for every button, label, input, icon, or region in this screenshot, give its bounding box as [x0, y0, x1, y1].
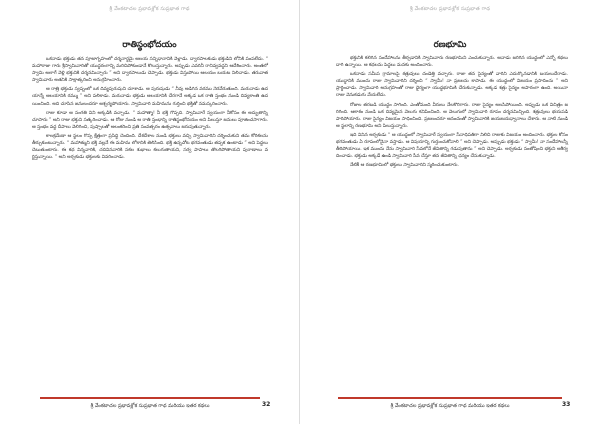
page-title: రాతిస్థంభోదయం [122, 40, 177, 50]
page-number: 32 [262, 401, 271, 408]
page-title: రణభూమి [433, 40, 467, 50]
paragraph: రోజుల తరబడి యుద్ధం సాగింది. ఎంతోమంది వీరులు నేలకొరిగారు. రాజు సైన్యం అలసిపోయింది. అప్పుడు ఒక విచిత్రం జరిగింది. ఆకాశం నుండి ఒక దివ్యమైన వెలుగు కనిపించింది. ఆ వెలుగులో స్వామివారి రూపం దర్శనమిచ్చింది. శత్రువులు భయపడి పారిపోయారు. రాజు సైన్యం విజయం సాధించింది. ప్రజలందరూ ఆనందంతో స్వామివారికి జయజయధ్వానాలు చేశారు. ఆ నాటి నుండి ఆ స్థలాన్ని రణభూమి అని పిలుస్తున్నారు. [336, 102, 568, 129]
paragraph: రాజు కూడా ఆ సంగతి విని అక్కడికి వచ్చాడు. “ మహాత్మా! నీ భక్తి గొప్పది. స్వామివారే స్వయంగా నీకోసం ఈ అద్భుతాన్ని చూపారు ” అని రాజు భక్తుని సత్కరించాడు. ఆ రోజు నుండి ఆ రాతి స్తంభాన్ని రాతిస్థంభోదయం అని పిలుస్తూ జనులు పూజించసాగారు. ఆ స్తంభం వద్ద దీపాలు వెలిగించి, పుష్పాలతో అలంకరించి ప్రతి సంవత్సరం ఉత్సవాలు జరుపుతున్నారు. [32, 110, 268, 130]
paragraph: నేటికీ ఆ రణభూమిలో భక్తులు స్వామివారిని స్మరించుకుంటారు. [350, 163, 459, 169]
running-head: శ్రీ వేంకటాచల ప్రభావశ్లోక సుప్రభాత గాథ [109, 6, 190, 12]
right-page [300, 0, 600, 424]
paragraph: ఒకనాడు సమీప గ్రామాలపై శత్రువులు దండెత్తి వచ్చారు. రాజు తన సైన్యంతో వారిని ఎదుర్కొనడానికి బయలుదేరాడు. యుద్ధానికి ముందు రాజు స్వామివారిని దర్శించి “ స్వామీ! నా ప్రజలను కాపాడు. ఈ యుద్ధంలో విజయం ప్రసాదించు ” అని ప్రార్థించాడు. స్వామివారి అనుగ్రహంతో రాజు ధైర్యంగా యుద్ధభూమికి చేరుకున్నాడు. అక్కడ శత్రు సైన్యం అపారంగా ఉంది. అయినా రాజు వెనుకడుగు వేయలేదు. [336, 72, 568, 99]
body-text [32, 56, 268, 163]
footer-text: శ్రీ వేంకటాచల ప్రభావశ్లోక సుప్రభాత గాథ మరియు ఇతర కథలు [90, 403, 210, 409]
page-number: 33 [562, 401, 571, 408]
footer-text: శ్రీ వేంకటాచల ప్రభావశ్లోక సుప్రభాత గాథ మరియు ఇతర కథలు [390, 403, 510, 409]
paragraph: భక్తునికి కలిగిన సందేహాలను తీర్చడానికి స్వామివారు రణభూమిని ఎంచుకున్నారు. ఆనాడు జరిగిన యుద్ధంలో ఎన్నో కథలు దాగి ఉన్నాయి. ఆ కథలను పెద్దలు మనకు అందించారు. [336, 56, 568, 69]
body-text [336, 55, 568, 171]
running-head: శ్రీ వేంకటాచల ప్రభావశ్లోక సుప్రభాత గాథ [409, 6, 491, 12]
paragraph: ఇది వినిన అర్చకుడు “ ఆ యుద్ధంలో స్వామివారే స్వయంగా సేనాధిపతిగా నిలిచి రాజుకు విజయం అందించారు. భక్తుల కోసం భగవంతుడు ఏ రూపంలోనైనా వస్తాడు. ఆ విషయాన్ని గుర్తుంచుకోవాలి ” అని చెప్పాడు. అప్పుడు భక్తుడు “ స్వామీ! నా సందేహాలన్నీ తీరిపోయాయి. ఇక ముందు నేను స్వామివారి సేవలోనే జీవితాన్ని గడుపుతాను ” అని చెప్పాడు. అర్చకుడు సంతోషించి భక్తుని ఆశీర్వదించాడు. భక్తుడు అక్కడే ఉండి స్వామివారి సేవ చేస్తూ తన జీవితాన్ని ధన్యం చేసుకున్నాడు. [336, 132, 568, 160]
paragraph: ఆ రాత్రి భక్తుడు స్వప్నంలో ఒక దివ్యపురుషుని చూశాడు. ఆ పురుషుడు “ నీవు అడిగిన వరము నెరవేరుతుంది. మరునాడు ఉదయాన్నే ఆలయానికి రమ్ము ” అని పలికాడు. మరునాడు భక్తుడు ఆలయానికి చేరగానే అక్కడ ఒక రాతి స్తంభం నుండి దివ్యకాంతి ఉదయించింది. అది చూసిన జనులందరూ ఆశ్చర్యపోయారు. స్వామివారి మహిమను గుర్తించి భక్తితో నమస్కరించారు. [32, 87, 268, 107]
footer-rule [40, 397, 260, 399]
paragraph: ఒకనాడు భక్తుడు తన పూజాగృహంలో దర్శనార్థమై ఆలయ సన్నిధానానికి వెళ్లాడు. ద్వారపాలకుడు భక్తుడిని లోనికి పంపలేదు. “ మహారాజు గారు శ్రీస్వామివారితో యుద్ధరంగాన్ని మరిచిపోకుండానే కొలుస్తున్నారు. అప్పుడు ఎవరినీ రానివ్వవద్దని ఆదేశించారు. అంతలో స్వామి అలాగే వెళ్లి భక్తునికి దర్శనమిచ్చారు ” అని ద్వారపాలుడు చెప్పాడు. భక్తుడు విస్తుపోయి ఆలయం బయట నిలిచాడు. తరువాత స్వామివారు అతనికి సాక్షాత్కరించి అనుగ్రహించారు. [32, 57, 268, 84]
footer-rule [338, 397, 562, 399]
paragraph: కాలక్రమేణా ఆ స్థలం గొప్ప క్షేత్రంగా ప్రసిద్ధి చెందింది. దేశదేశాల నుండి భక్తులు వచ్చి స్వామివారిని దర్శించుకుని తమ కోరికలను తీర్చుకుంటున్నారు. “ మహాత్ముని భక్తి వల్లనే ఈ మహిమ లోకానికి తెలిసింది. భక్తి ఉన్నచోట భగవంతుడు తప్పక ఉంటాడు ” అని పెద్దలు చెబుతుంటారు. ఈ కథ విన్నవారికి, చదివినవారికి సకల శుభాలు కలుగుతాయని, సర్వ పాపాలు తొలగిపోతాయని పురాణాలు వర్ణిస్తున్నాయి. ” అని అర్చకుడు భక్తులకు వివరించాడు. [32, 133, 268, 161]
